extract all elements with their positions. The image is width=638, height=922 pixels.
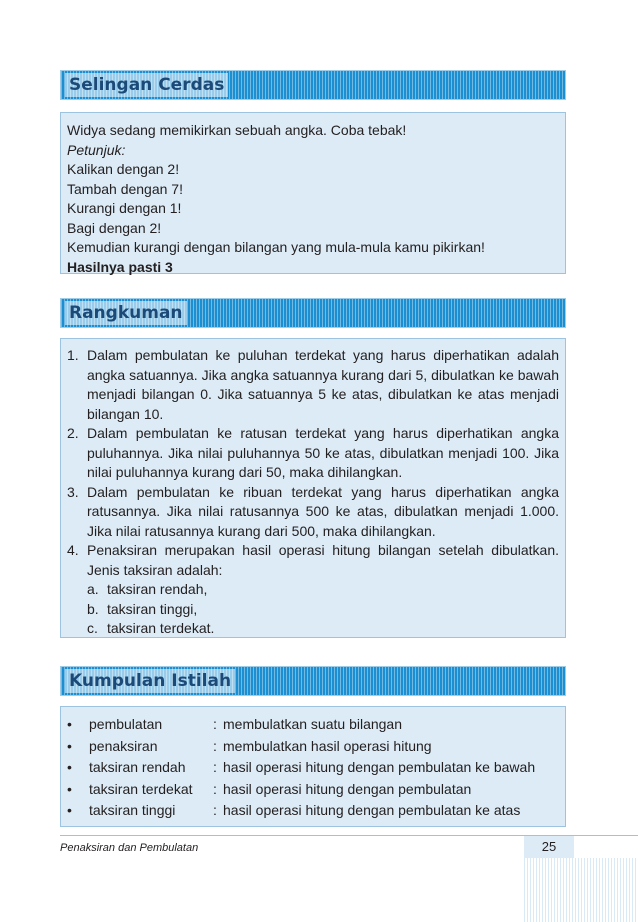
- summary-item-number: 3.: [67, 483, 79, 500]
- step-5: Kemudian kurangi dengan bilangan yang mula-mula kamu pikirkan!: [67, 239, 485, 255]
- summary-item: [67, 483, 559, 542]
- summary-item-text: Dalam pembulatan ke puluhan terdekat yang harus diperhatikan adalah angka satuannya. Jika angka satuannya kurang dari 5, dibulatkan ke bawah menjadi bilangan 0. Jika satuannya 5 ke atas, dibulatkan ke atas menjadi bilangan 10.: [87, 347, 559, 422]
- glossary-definition: membulatkan hasil operasi hitung: [223, 737, 432, 754]
- bullet-icon: •: [67, 780, 72, 797]
- summary-subitem: [87, 580, 559, 600]
- summary-item-text: Dalam pembulatan ke ratusan terdekat yang harus diperhatikan angka puluhannya. Jika nilai puluhannya 50 ke atas, dibulatkan menjadi 100. Jika nilai puluhannya kurang dari 50, maka dihilangkan.: [87, 425, 559, 480]
- summary-item-number: 4.: [67, 542, 79, 558]
- puzzle-intro: Widya sedang memikirkan sebuah angka. Coba tebak!: [67, 122, 407, 138]
- summary-subitem: [87, 619, 559, 639]
- glossary-separator: :: [213, 737, 217, 754]
- summary-item: [67, 541, 559, 580]
- selingan-cerdas-box: [60, 112, 566, 274]
- summary-item-number: 2.: [67, 425, 79, 441]
- subitem-text: taksiran rendah,: [107, 581, 208, 597]
- glossary-definition: membulatkan suatu bilangan: [223, 716, 403, 732]
- glossary-term: taksiran rendah: [89, 759, 186, 775]
- glossary-row: [67, 800, 565, 822]
- summary-item-number: 1.: [67, 347, 79, 363]
- step-2: Tambah dengan 7!: [67, 180, 183, 197]
- bullet-icon: •: [67, 759, 72, 775]
- bullet-icon: •: [67, 802, 72, 818]
- glossary-row: [67, 736, 565, 758]
- step-4: Bagi dengan 2!: [67, 219, 162, 236]
- summary-item: [67, 346, 559, 424]
- kumpulan-istilah-title: Kumpulan Istilah: [65, 669, 235, 693]
- bullet-icon: •: [67, 737, 72, 754]
- glossary-row: [67, 714, 565, 736]
- kumpulan-istilah-header: [60, 666, 566, 696]
- selingan-cerdas-title: Selingan Cerdas: [65, 73, 228, 97]
- subitem-text: taksiran tinggi,: [107, 600, 198, 617]
- footer-chapter-title: Penaksiran dan Pembulatan: [60, 842, 199, 854]
- summary-item-text: Penaksiran merupakan hasil operasi hitung bilangan setelah dibulatkan. Jenis taksiran adalah:: [87, 542, 559, 578]
- glossary-separator: :: [213, 716, 217, 732]
- bullet-icon: •: [67, 716, 72, 732]
- glossary-term: pembulatan: [89, 716, 163, 732]
- rangkuman-box: [60, 338, 566, 638]
- selingan-cerdas-header: [60, 70, 566, 100]
- footer-decoration: [524, 858, 638, 922]
- hint-label: Petunjuk:: [67, 141, 126, 158]
- summary-item-text: Dalam pembulatan ke ribuan terdekat yang harus diperhatikan angka ratusannya. Jika nilai ratusannya 500 ke atas, dibulatkan menjadi 1.000. Jika nilai ratusannya kurang dari 500, maka dihilangkan.: [87, 483, 559, 539]
- step-1: Kalikan dengan 2!: [67, 161, 180, 177]
- glossary-term: taksiran tinggi: [89, 802, 176, 818]
- glossary-term: penaksiran: [89, 737, 158, 754]
- step-3: Kurangi dengan 1!: [67, 200, 182, 216]
- glossary-separator: :: [213, 780, 217, 797]
- glossary-row: [67, 779, 565, 801]
- glossary-definition: hasil operasi hitung dengan pembulatan ke atas: [223, 802, 521, 818]
- page-number: 25: [524, 836, 574, 858]
- summary-item: [67, 424, 559, 483]
- subitem-letter: c.: [87, 620, 98, 636]
- glossary-definition: hasil operasi hitung dengan pembulatan: [223, 780, 472, 797]
- glossary-separator: :: [213, 802, 217, 818]
- glossary-definition: hasil operasi hitung dengan pembulatan ke bawah: [223, 759, 536, 775]
- rangkuman-title: Rangkuman: [65, 301, 187, 325]
- glossary-separator: :: [213, 759, 217, 775]
- glossary-row: [67, 757, 565, 779]
- rangkuman-header: [60, 298, 566, 328]
- subitem-letter: a.: [87, 581, 99, 597]
- subitem-text: taksiran terdekat.: [107, 620, 215, 636]
- kumpulan-istilah-box: [60, 706, 566, 827]
- subitem-letter: b.: [87, 600, 99, 617]
- puzzle-result: Hasilnya pasti 3: [67, 258, 173, 275]
- glossary-term: taksiran terdekat: [89, 780, 193, 797]
- summary-subitem: [87, 600, 559, 620]
